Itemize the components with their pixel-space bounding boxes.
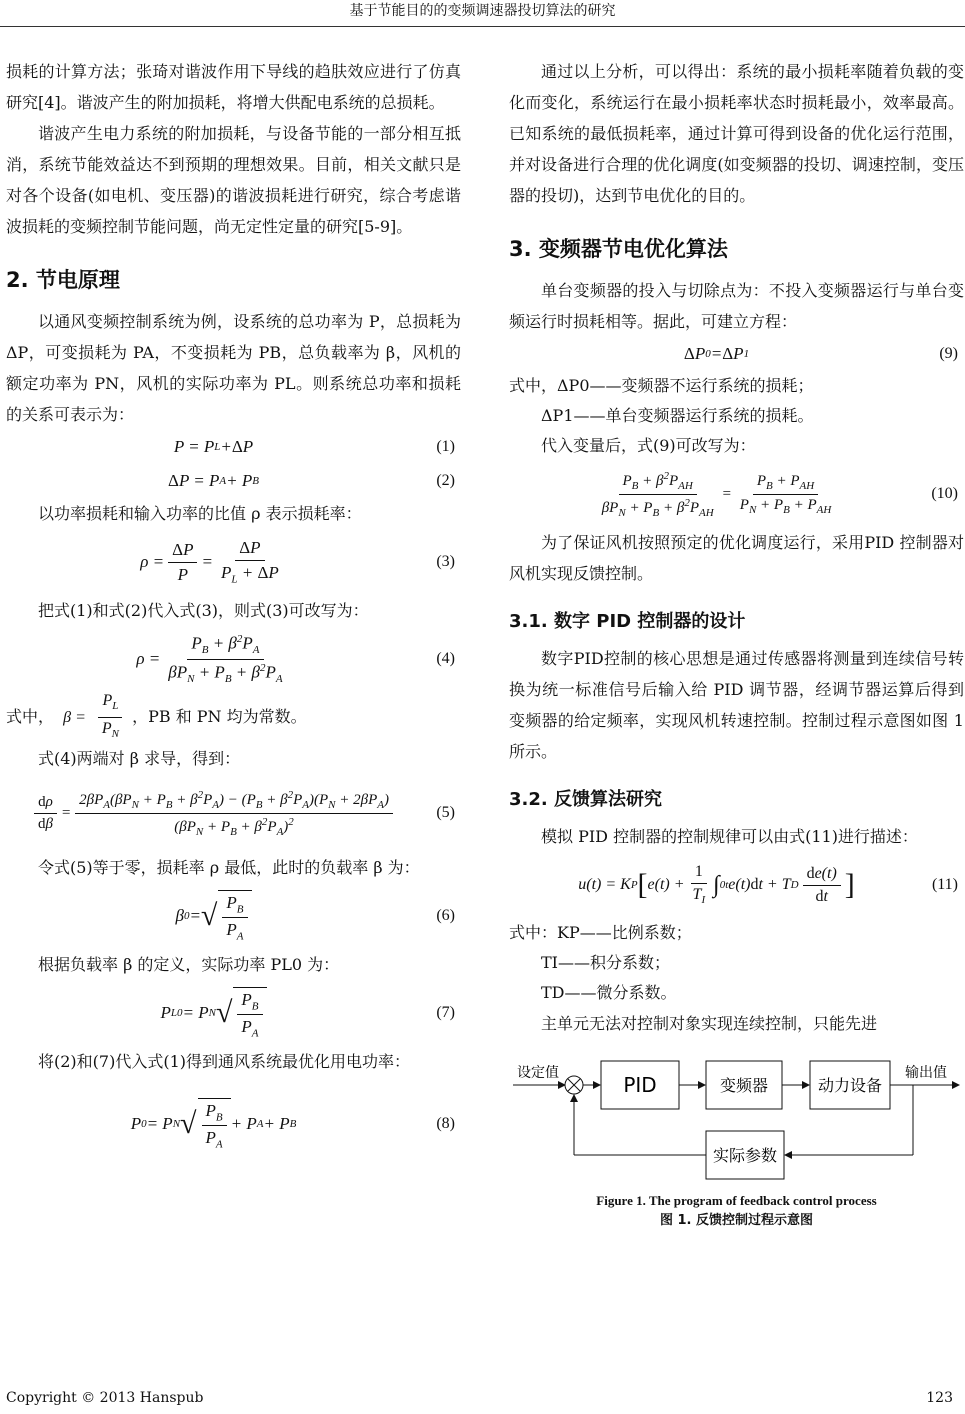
equation-10: $\frac{P_B + \beta^2P_{AH}}{\beta P_N + P_B + \beta^2P_{AH}}$ = $\frac{P_B + P_{AH}}{P_N + P_B + P_{AH}}$ (10) (601, 469, 958, 519)
paragraph: 主单元无法对控制对象实现连续控制，只能先进 (541, 1014, 878, 1033)
equation-3: ρ = $\frac{\Delta P}{P}$ = $\frac{\Delta P}{P_L + \Delta P}$ (3) (140, 538, 455, 586)
paragraph: 式中， β = $\frac{P_L}{P_N}$ ，PB 和 PN 均为常数。 (6, 692, 307, 741)
feedback-label: 实际参数 (712, 1146, 778, 1165)
paragraph: 以通风变频控制系统为例，设系统的总功率为 P，总损耗为 ΔP，可变损耗为 PA，不变损耗为 PB，总负载率为 β，风机的额定功率为 PN，风机的实际功率为 PL。则系统总功率和损耗的关系可表示为： (6, 312, 461, 424)
equation-9: Δ P 0 = Δ P 1 (9) (683, 344, 958, 363)
header-title: 基于节能目的的变频调速器投切算法的研究 (349, 3, 616, 19)
definition: ΔP1——单台变频器运行系统的损耗。 (541, 406, 814, 425)
equation-1: P = P L + Δ P (1) (173, 437, 455, 456)
power-label: 动力设备 (817, 1076, 883, 1095)
equation-5: $\frac{d\rho}{d\beta}$ = $\frac{2\beta P_A(\beta P_N + P_B + \beta^2P_A) - (P_B + \beta^2P_A)(P_N + 2\beta P_A)}{(\beta P_N + P_B + \beta^2P_A)^2}$ (5) (6, 774, 461, 852)
equation-number: (4) (436, 650, 455, 667)
equation-number: (11) (931, 876, 958, 893)
copyright: Copyright © 2013 Hanspub (6, 1390, 204, 1406)
subsection-heading: 3.2. 反馈算法研究 (509, 789, 662, 810)
definition: 式中，ΔP0——变频器不运行系统的损耗； (509, 376, 814, 395)
text-fragment: ，PB 和 PN 均为常数。 (132, 707, 307, 727)
definition: TI——积分系数； (541, 953, 670, 972)
equation-number: (2) (436, 472, 455, 489)
equation-number: (5) (436, 804, 455, 822)
paragraph: 损耗的计算方法；张琦对谐波作用下导线的趋肤效应进行了仿真研究[4]。谐波产生的附加损耗，将增大供配电系统的总损耗。 (6, 62, 461, 112)
paragraph: 为了保证风机按照预定的优化调度运行，采用PID 控制器对风机实现反馈控制。 (509, 533, 964, 583)
figure-caption (509, 1191, 964, 1231)
section-heading: 3. 变频器节电优化算法 (509, 237, 728, 261)
equation-2: Δ P = P A + P B (2) (168, 471, 455, 490)
equation-8: P 0 = P N √ $\frac{P_B}{P_A}$ + P A + P B (8) (6, 1091, 461, 1157)
paragraph: 单台变频器的投入与切除点为：不投入变频器运行与单台变频运行时损耗相等。据此，可建立方程： (509, 281, 964, 331)
paragraph: 谐波产生电力系统的附加损耗，与设备节能的一部分相互抵消，系统节能效益达不到预期的理想效果。目前，相关文献只是对各个设备(如电机、变压器)的谐波损耗进行研究，综合考虑谐波损耗的变频控制节能问题，尚无定性定量的研究[5-9]。 (6, 124, 461, 236)
paragraph: 模拟 PID 控制器的控制规律可以由式(11)进行描述： (541, 827, 918, 846)
caption-zh: 图 1. 反馈控制过程示意图 (659, 1213, 814, 1228)
right-column (509, 56, 964, 1231)
equation-number: (7) (436, 1004, 455, 1022)
definition: TD——微分系数。 (541, 983, 677, 1002)
paragraph: 把式(1)和式(2)代入式(3)，则式(3)可改写为： (38, 601, 369, 620)
paragraph: 代入变量后，式(9)可改写为： (541, 436, 756, 455)
equation-11: u(t) = K P [ e(t) + $\frac{1}{T_I}$ ∫ 0 t e(t) d t + T D $\frac{de(t)}{dt}$ ] (11) (578, 863, 958, 907)
subsection-heading: 3.1. 数字 PID 控制器的设计 (509, 611, 746, 632)
page-number: 123 (926, 1390, 953, 1406)
paragraph: 通过以上分析，可以得出：系统的最小损耗率随着负载的变化而变化，系统运行在最小损耗率状态时损耗最小，效率最高。已知系统的最低损耗率，通过计算可得到设备的优化运行范围，并对设备进行合理的优化调度(如变频器的投切、调速控制，变压器的投切)，达到节电优化的目的。 (509, 62, 964, 205)
equation-number: (8) (436, 1115, 455, 1133)
left-column (6, 56, 461, 1157)
section-heading: 2. 节电原理 (6, 268, 120, 292)
equation-number: (9) (939, 345, 958, 362)
paragraph: 将(2)和(7)代入式(1)得到通风系统最优化用电功率： (38, 1052, 410, 1072)
setpoint-label: 设定值 (517, 1065, 559, 1081)
paragraph: 数字PID控制的核心思想是通过传感器将测量到连续信号转换为统一标准信号后输入给 PID 调节器，经调节器运算后得到变频器的给定频率，实现风机转速控制。控制过程示意图如图 1 所示。 (509, 649, 964, 761)
caption-en: Figure 1. The program of feedback control process (596, 1193, 877, 1208)
diagram-svg (509, 1047, 964, 1187)
page-footer (6, 1390, 953, 1406)
equation-4: ρ = $\frac{P_B + \beta^2P_A}{\beta P_N + P_B + \beta^2P_A}$ (4) (136, 633, 455, 685)
text-fragment: 式中， (6, 707, 55, 727)
paragraph: 根据负载率 β 的定义，实际功率 PL0 为： (38, 955, 340, 975)
equation-number: (10) (931, 485, 958, 502)
inverter-label: 变频器 (719, 1076, 769, 1095)
pid-label: PID (623, 1073, 657, 1097)
paragraph: 式(4)两端对 β 求导，得到： (38, 749, 241, 769)
paragraph: 令式(5)等于零，损耗率 ρ 最低，此时的负载率 β 为： (38, 858, 420, 878)
paragraph: 以功率损耗和输入功率的比值 ρ 表示损耗率： (38, 504, 362, 523)
equation-number: (1) (436, 438, 455, 455)
feedback-control-diagram (509, 1047, 964, 1187)
running-header (0, 0, 965, 27)
output-label: 输出值 (905, 1065, 947, 1081)
equation-6: β 0 = √ $\frac{P_B}{P_A}$ (6) (6, 883, 461, 949)
equation-number: (6) (436, 907, 455, 925)
equation-7: P L0 = P N √ $\frac{P_B}{P_A}$ (7) (6, 980, 461, 1046)
definition: 式中：KP——比例系数； (509, 923, 692, 942)
equation-number: (3) (436, 553, 455, 570)
